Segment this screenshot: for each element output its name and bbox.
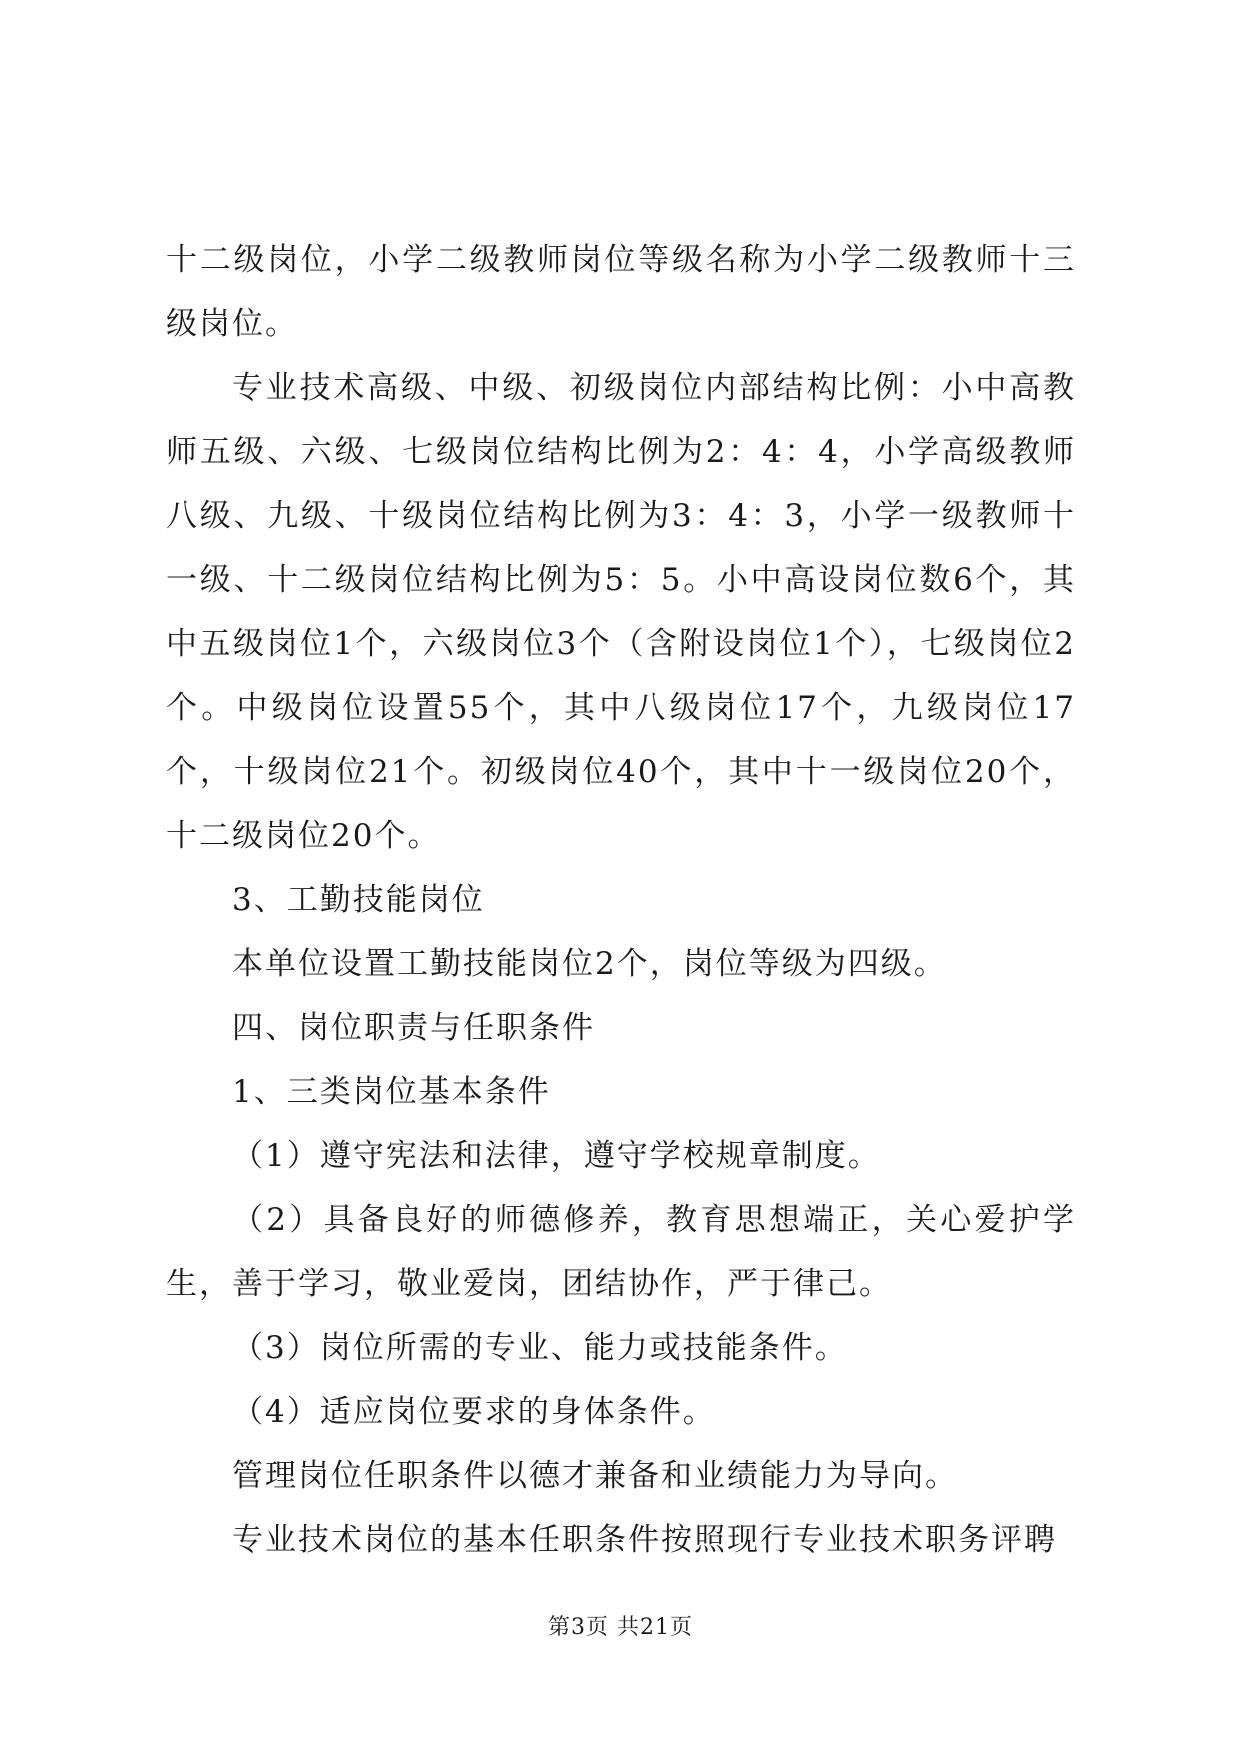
list-item-condition-4: （4）适应岗位要求的身体条件。 [232, 1394, 716, 1430]
document-body [166, 228, 1076, 1572]
heading-duties-conditions: 四、岗位职责与任职条件 [232, 1010, 595, 1046]
heading-worker-skill-posts: 3、工勤技能岗位 [232, 882, 485, 918]
heading-basic-conditions: 1、三类岗位基本条件 [232, 1074, 551, 1110]
paragraph-management-conditions: 管理岗位任职条件以德才兼备和业绩能力为导向。 [232, 1458, 958, 1494]
paragraph-worker-skill-posts: 本单位设置工勤技能岗位2个，岗位等级为四级。 [232, 946, 947, 982]
list-item-condition-3: （3）岗位所需的专业、能力或技能条件。 [232, 1330, 848, 1366]
paragraph-technical-conditions: 专业技术岗位的基本任职条件按照现行专业技术职务评聘 [232, 1522, 1057, 1558]
paragraph-continuation: 十二级岗位，小学二级教师岗位等级名称为小学二级教师十三级岗位。 [166, 242, 1076, 342]
list-item-condition-1: （1）遵守宪法和法律，遵守学校规章制度。 [232, 1138, 881, 1174]
paragraph-structure-ratio: 专业技术高级、中级、初级岗位内部结构比例：小中高教师五级、六级、七级岗位结构比例为2：4：4，小学高级教师八级、九级、十级岗位结构比例为3：4：3，小学一级教师十一级、十二级岗位结构比例为5：5。小中高设岗位数6个，其中五级岗位1个，六级岗位3个（含附设岗位1个），七级岗位2个。中级岗位设置55个，其中八级岗位17个，九级岗位17个，十级岗位21个。初级岗位40个，其中十一级岗位20个，十二级岗位20个。 [166, 370, 1076, 854]
list-item-condition-2: （2）具备良好的师德修养，教育思想端正，关心爱护学生，善于学习，敬业爱岗，团结协作，严于律己。 [166, 1202, 1076, 1302]
page-number-footer: 第3页 共21页 [548, 1615, 693, 1640]
